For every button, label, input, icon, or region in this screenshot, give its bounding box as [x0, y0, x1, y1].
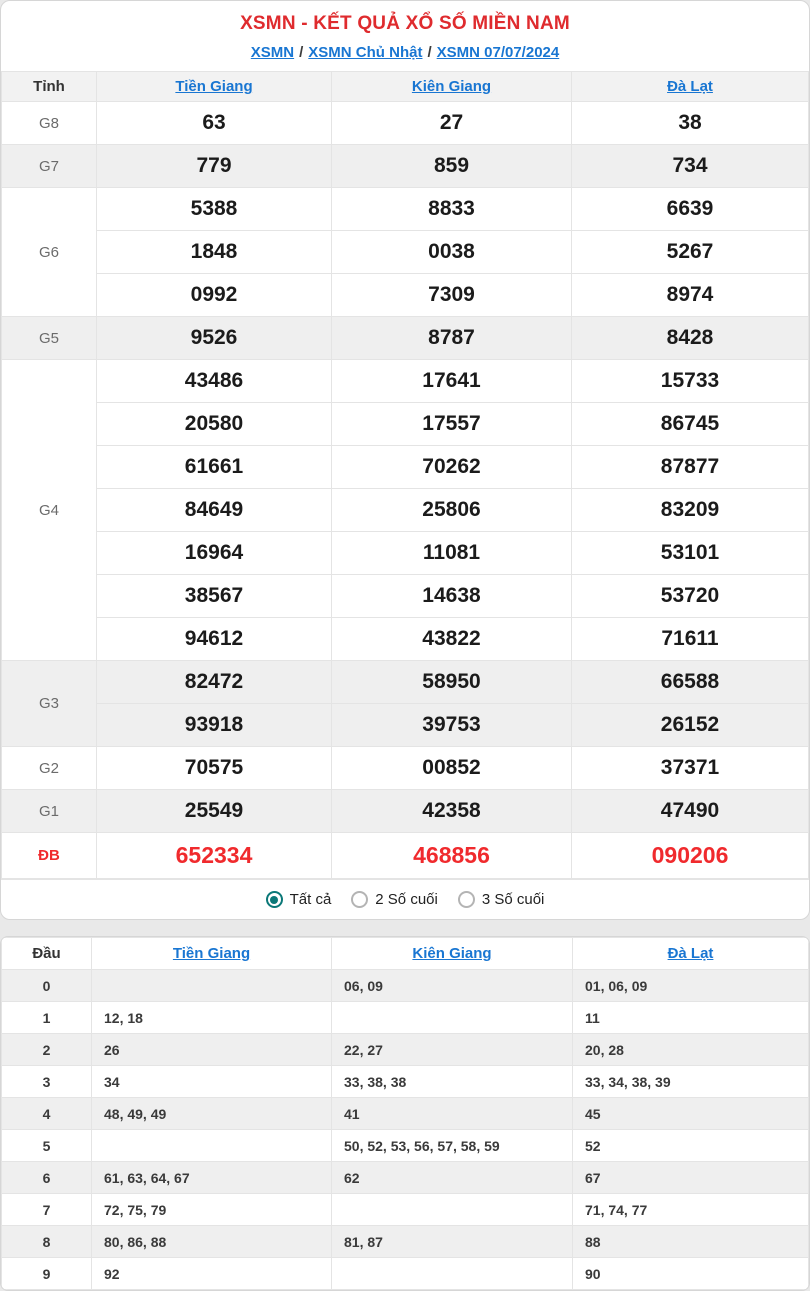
loto-digit: 1 — [2, 1002, 92, 1034]
results-table — [1, 71, 809, 879]
prize-value: 83209 — [572, 489, 809, 532]
prize-value: 43822 — [332, 618, 572, 661]
loto-digit: 0 — [2, 970, 92, 1002]
loto-cell: 34 — [92, 1066, 332, 1098]
prize-row-g2 — [2, 747, 809, 790]
prize-value: 63 — [97, 102, 332, 145]
loto-cell: 01, 06, 09 — [573, 970, 809, 1002]
loto-cell: 33, 34, 38, 39 — [573, 1066, 809, 1098]
prize-row-g5 — [2, 317, 809, 360]
prize-value: 8787 — [332, 317, 572, 360]
loto-digit: 4 — [2, 1098, 92, 1130]
prize-value: 8974 — [572, 274, 809, 317]
prize-value: 39753 — [332, 704, 572, 747]
prize-value: 6639 — [572, 188, 809, 231]
prize-value: 42358 — [332, 790, 572, 833]
prize-value: 43486 — [97, 360, 332, 403]
breadcrumb-link-weekday[interactable]: XSMN Chủ Nhật — [308, 44, 423, 61]
loto-cell: 48, 49, 49 — [92, 1098, 332, 1130]
prize-row-db — [2, 833, 809, 879]
loto-digit: 7 — [2, 1194, 92, 1226]
radio-icon — [458, 891, 475, 908]
loto-digit-column-header: Đầu — [2, 938, 92, 970]
radio-option-all[interactable] — [266, 891, 332, 908]
prize-label-g7: G7 — [2, 145, 97, 188]
prize-value: 9526 — [97, 317, 332, 360]
loto-cell: 52 — [573, 1130, 809, 1162]
prize-value: 66588 — [572, 661, 809, 704]
loto-row-6 — [2, 1162, 809, 1194]
radio-icon — [351, 891, 368, 908]
prize-value: 61661 — [97, 446, 332, 489]
prize-row-g3 — [2, 661, 809, 704]
prize-value: 84649 — [97, 489, 332, 532]
prize-value: 70262 — [332, 446, 572, 489]
prize-row-g4 — [2, 446, 809, 489]
radio-label: 2 Số cuối — [375, 891, 438, 908]
breadcrumb-link-date[interactable]: XSMN 07/07/2024 — [436, 44, 560, 61]
loto-header-kien-giang — [332, 938, 573, 970]
prize-value: 8428 — [572, 317, 809, 360]
result-view-filter — [1, 879, 809, 919]
prize-label-g8: G8 — [2, 102, 97, 145]
loto-row-2 — [2, 1034, 809, 1066]
prize-row-g4 — [2, 489, 809, 532]
loto-cell: 92 — [92, 1258, 332, 1290]
prize-value: 58950 — [332, 661, 572, 704]
prize-row-g6 — [2, 231, 809, 274]
special-prize-value: 652334 — [97, 833, 332, 879]
prize-value: 20580 — [97, 403, 332, 446]
loto-cell — [92, 1130, 332, 1162]
prize-value: 5267 — [572, 231, 809, 274]
prize-value: 94612 — [97, 618, 332, 661]
prize-label-g4: G4 — [2, 360, 97, 661]
prize-row-g8 — [2, 102, 809, 145]
prize-value: 82472 — [97, 661, 332, 704]
prize-value: 17557 — [332, 403, 572, 446]
radio-selected-icon — [266, 891, 283, 908]
loto-head-table — [1, 937, 809, 1290]
prize-row-g4 — [2, 360, 809, 403]
prize-label-g6: G6 — [2, 188, 97, 317]
prize-value: 93918 — [97, 704, 332, 747]
breadcrumb-separator: / — [299, 44, 304, 61]
breadcrumb-link-xsmn[interactable]: XSMN — [250, 44, 295, 61]
province-link-da-lat[interactable]: Đà Lạt — [667, 945, 714, 962]
loto-digit: 9 — [2, 1258, 92, 1290]
loto-cell: 33, 38, 38 — [332, 1066, 573, 1098]
loto-header-da-lat — [573, 938, 809, 970]
loto-row-9 — [2, 1258, 809, 1290]
prize-value: 17641 — [332, 360, 572, 403]
special-prize-value: 090206 — [572, 833, 809, 879]
radio-option-last2[interactable] — [351, 891, 438, 908]
prize-value: 25549 — [97, 790, 332, 833]
loto-cell: 80, 86, 88 — [92, 1226, 332, 1258]
prize-row-g4 — [2, 532, 809, 575]
loto-row-1 — [2, 1002, 809, 1034]
loto-cell: 62 — [332, 1162, 573, 1194]
prize-value: 0992 — [97, 274, 332, 317]
loto-cell: 90 — [573, 1258, 809, 1290]
special-prize-value: 468856 — [332, 833, 572, 879]
loto-row-4 — [2, 1098, 809, 1130]
province-column-header: Tỉnh — [2, 72, 97, 102]
prize-value: 47490 — [572, 790, 809, 833]
loto-cell: 06, 09 — [332, 970, 573, 1002]
loto-row-8 — [2, 1226, 809, 1258]
loto-digit: 3 — [2, 1066, 92, 1098]
loto-cell: 11 — [573, 1002, 809, 1034]
loto-cell: 22, 27 — [332, 1034, 573, 1066]
loto-header-tien-giang — [92, 938, 332, 970]
province-header-da-lat — [572, 72, 809, 102]
prize-label-g5: G5 — [2, 317, 97, 360]
prize-row-g3 — [2, 704, 809, 747]
radio-label: 3 Số cuối — [481, 891, 545, 908]
prize-value: 0038 — [332, 231, 572, 274]
loto-cell: 71, 74, 77 — [573, 1194, 809, 1226]
prize-value: 14638 — [332, 575, 572, 618]
prize-row-g7 — [2, 145, 809, 188]
prize-value: 779 — [97, 145, 332, 188]
prize-value: 859 — [332, 145, 572, 188]
loto-cell: 20, 28 — [573, 1034, 809, 1066]
province-link-kien-giang[interactable]: Kiên Giang — [412, 945, 492, 962]
prize-label-g2: G2 — [2, 747, 97, 790]
loto-cell — [332, 1002, 573, 1034]
prize-value: 38 — [572, 102, 809, 145]
loto-digit: 2 — [2, 1034, 92, 1066]
prize-value: 11081 — [332, 532, 572, 575]
prize-value: 8833 — [332, 188, 572, 231]
prize-row-g4 — [2, 403, 809, 446]
loto-row-0 — [2, 970, 809, 1002]
prize-value: 37371 — [572, 747, 809, 790]
prize-value: 71611 — [572, 618, 809, 661]
loto-cell: 88 — [573, 1226, 809, 1258]
loto-cell: 12, 18 — [92, 1002, 332, 1034]
prize-value: 5388 — [97, 188, 332, 231]
prize-label-g3: G3 — [2, 661, 97, 747]
province-header-tien-giang — [97, 72, 332, 102]
loto-row-7 — [2, 1194, 809, 1226]
prize-value: 15733 — [572, 360, 809, 403]
prize-row-g4 — [2, 575, 809, 618]
radio-label: Tất cả — [289, 891, 332, 908]
prize-value: 25806 — [332, 489, 572, 532]
prize-row-g4 — [2, 618, 809, 661]
loto-cell: 50, 52, 53, 56, 57, 58, 59 — [332, 1130, 573, 1162]
page-title: XSMN - KẾT QUẢ XỔ SỐ MIỀN NAM — [240, 13, 570, 34]
prize-value: 70575 — [97, 747, 332, 790]
loto-digit: 6 — [2, 1162, 92, 1194]
prize-value: 734 — [572, 145, 809, 188]
loto-cell: 67 — [573, 1162, 809, 1194]
prize-value: 7309 — [332, 274, 572, 317]
prize-value: 26152 — [572, 704, 809, 747]
loto-cell — [332, 1194, 573, 1226]
loto-cell — [92, 970, 332, 1002]
prize-label-g1: G1 — [2, 790, 97, 833]
loto-cell: 81, 87 — [332, 1226, 573, 1258]
province-header-kien-giang — [332, 72, 572, 102]
loto-cell: 61, 63, 64, 67 — [92, 1162, 332, 1194]
loto-cell: 45 — [573, 1098, 809, 1130]
prize-row-g6 — [2, 274, 809, 317]
loto-cell — [332, 1258, 573, 1290]
prize-label-db: ĐB — [2, 833, 97, 879]
province-link-kien-giang[interactable]: Kiên Giang — [411, 78, 492, 95]
prize-value: 87877 — [572, 446, 809, 489]
loto-head-card — [0, 936, 810, 1291]
province-link-tien-giang[interactable]: Tiền Giang — [175, 78, 253, 95]
prize-value: 38567 — [97, 575, 332, 618]
loto-digit: 8 — [2, 1226, 92, 1258]
loto-row-5 — [2, 1130, 809, 1162]
prize-value: 1848 — [97, 231, 332, 274]
loto-digit: 5 — [2, 1130, 92, 1162]
breadcrumb-separator: / — [427, 44, 432, 61]
loto-cell: 26 — [92, 1034, 332, 1066]
loto-row-3 — [2, 1066, 809, 1098]
prize-value: 53720 — [572, 575, 809, 618]
loto-cell: 41 — [332, 1098, 573, 1130]
prize-value: 27 — [332, 102, 572, 145]
results-header-row — [2, 72, 809, 102]
prize-value: 00852 — [332, 747, 572, 790]
loto-header-row — [2, 938, 809, 970]
prize-value: 16964 — [97, 532, 332, 575]
radio-option-last3[interactable] — [458, 891, 545, 908]
prize-value: 53101 — [572, 532, 809, 575]
prize-row-g6 — [2, 188, 809, 231]
province-link-tien-giang[interactable]: Tiền Giang — [172, 945, 251, 962]
prize-row-g1 — [2, 790, 809, 833]
prize-value: 86745 — [572, 403, 809, 446]
loto-cell: 72, 75, 79 — [92, 1194, 332, 1226]
province-link-da-lat[interactable]: Đà Lạt — [667, 78, 713, 95]
breadcrumb — [1, 37, 809, 71]
